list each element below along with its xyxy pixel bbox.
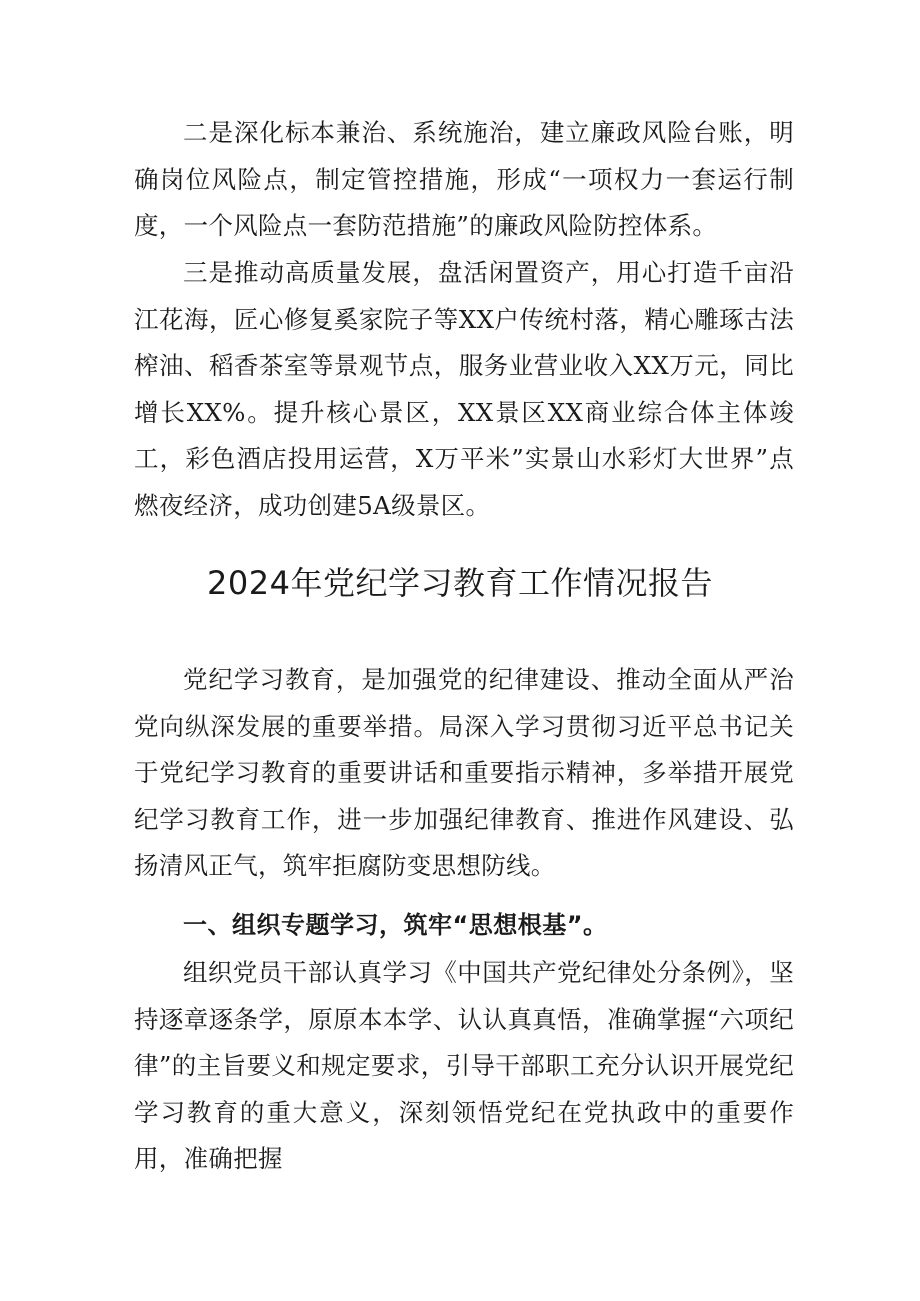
paragraph-high-quality-development: 三是推动高质量发展，盘活闲置资产，用心打造千亩沿江花海，匠心修复奚家院子等XX户传统村落，精心雕琢古法榨油、稻香茶室等景观节点，服务业营业收入XX万元，同比增长XX%。提升核心景区，XX景区XX商业综合体主体竣工，彩色酒店投用运营，X万平米”实景山水彩灯大世界”点燃夜经济，成功创建5A级景区。 — [134, 258, 794, 520]
section-heading: 一、组织专题学习，筑牢“思想根基”。 — [183, 911, 608, 939]
paragraph-study: 组织党员干部认真学习《中国共产党纪律处分条例》，坚持逐章逐条学，原原本本学、认认真真悟，准确掌握“六项纪律”的主旨要义和规定要求，引导干部职工充分认识开展党纪学习教育的重大意义，深刻领悟党纪在党执政中的重要作用，准确把握 — [134, 958, 794, 1173]
report-title: 2024年党纪学习教育工作情况报告 — [207, 564, 713, 602]
paragraph-intro: 党纪学习教育，是加强党的纪律建设、推动全面从严治党向纵深发展的重要举措。局深入学习贯彻习近平总书记关于党纪学习教育的重要讲话和重要指示精神，多举措开展党纪学习教育工作，进一步加强纪律教育、推进作风建设、弘扬清风正气，筑牢拒腐防变思想防线。 — [134, 665, 794, 880]
paragraph-risk-control: 二是深化标本兼治、系统施治，建立廉政风险台账，明确岗位风险点，制定管控措施，形成“一项权力一套运行制度，一个风险点一套防范措施”的廉政风险防控体系。 — [134, 118, 794, 240]
